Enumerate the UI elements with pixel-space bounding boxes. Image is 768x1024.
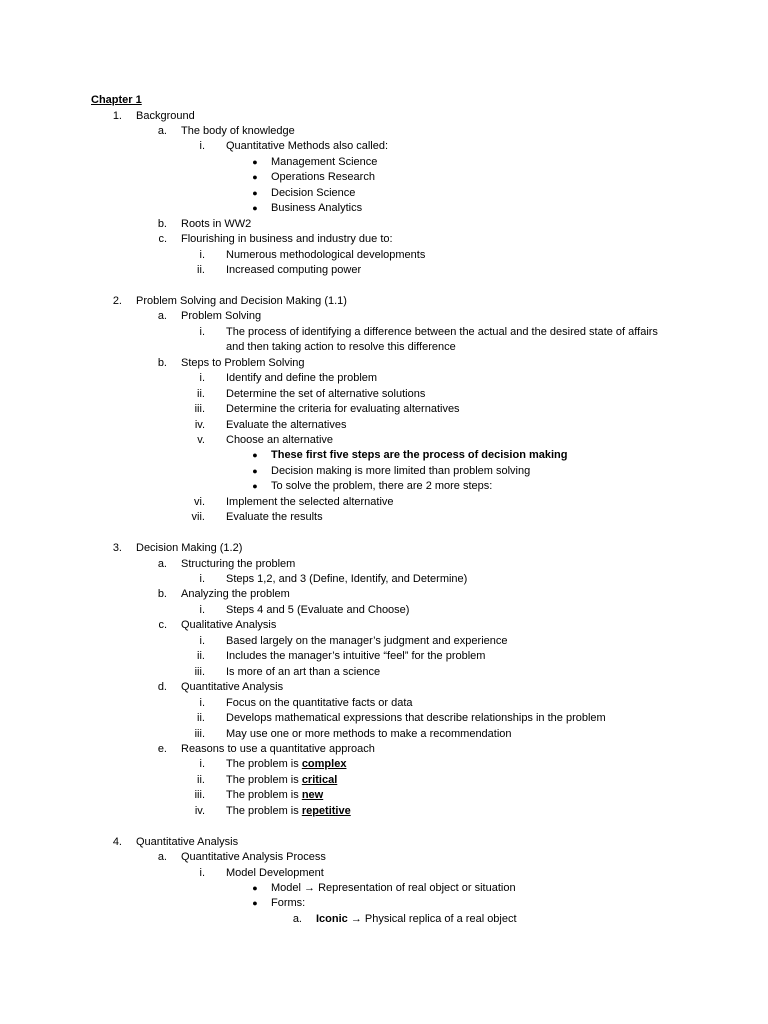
list-marker: i. (199, 603, 205, 616)
list-marker: 3. (112, 542, 122, 555)
list-marker: a. (292, 912, 302, 925)
text-segment: Steps to Problem Solving (181, 356, 305, 369)
list-marker: c. (158, 619, 167, 632)
bullet-marker: ● (252, 481, 258, 492)
text-segment: Increased computing power (226, 264, 362, 276)
outline-item-text (226, 711, 606, 725)
emphasis-text: complex (301, 758, 347, 771)
emphasis-text: new (301, 789, 324, 802)
outline-item-text (226, 649, 485, 663)
text-segment: Roots in WW2 (181, 217, 252, 230)
outline-item-text (271, 881, 516, 895)
outline-item-text (226, 248, 425, 262)
text-segment: Analyzing the problem (181, 588, 290, 601)
text-segment: and then taking action to resolve this difference (226, 341, 456, 354)
outline-item-text (181, 356, 305, 370)
outline-item-text (181, 680, 283, 694)
text-segment: The body of knowledge (181, 124, 295, 137)
outline-item-text (226, 433, 333, 447)
text-segment: Qualitative Analysis (181, 619, 277, 632)
outline-item-text (226, 418, 346, 432)
outline-item-text (181, 309, 261, 323)
list-marker: i. (199, 140, 205, 153)
list-marker: b. (157, 588, 167, 601)
list-marker: i. (199, 696, 205, 709)
outline-item-text (226, 696, 413, 710)
text-segment: Evaluate the alternatives (226, 418, 347, 431)
list-marker: c. (158, 233, 167, 246)
outline-item-text (136, 109, 195, 123)
list-marker: i. (199, 325, 205, 338)
outline-item-text (226, 510, 323, 524)
list-marker: ii. (197, 773, 205, 786)
bullet-marker: ● (252, 898, 258, 909)
outline-item-text (181, 124, 295, 138)
outline-item-text (271, 170, 375, 184)
outline-item-text (226, 402, 460, 416)
list-marker: i. (199, 248, 205, 261)
outline-item-text (316, 912, 517, 926)
text-segment: Quantitative Analysis (181, 681, 284, 694)
outline-item-text (271, 186, 355, 200)
text-segment: Management Science (271, 155, 378, 168)
text-segment: Background (136, 109, 195, 122)
outline-item-text (271, 479, 492, 493)
outline-item-text (226, 773, 337, 787)
text-segment: Based largely on the manager’s judgment and experience (226, 634, 508, 647)
text-segment: The problem is (226, 758, 302, 771)
outline-item-text (181, 587, 290, 601)
list-marker: 2. (112, 294, 122, 307)
list-marker: ii. (197, 650, 205, 663)
text-segment: Implement the selected alternative (226, 495, 394, 508)
list-marker: vii. (191, 511, 205, 524)
outline-item-text (226, 340, 456, 354)
list-marker: 1. (112, 109, 122, 122)
text-segment: Problem Solving (181, 310, 262, 323)
outline-item-text (136, 294, 347, 308)
text-segment: Decision Science (271, 186, 356, 199)
text-segment: Is more of an art than a science (226, 665, 381, 678)
text-segment: Model Development (226, 866, 324, 879)
outline-item-text (226, 495, 394, 509)
list-marker: iii. (194, 789, 205, 802)
outline-item-text (226, 263, 361, 277)
outline-item-text (181, 557, 295, 571)
chapter-title: Chapter 1 (91, 94, 142, 106)
bullet-marker: ● (252, 172, 258, 183)
text-segment: Flourishing in business and industry due to: (181, 233, 393, 246)
bold-text: These first five steps are the process of decision making (271, 449, 568, 462)
outline-item-text (226, 757, 346, 771)
text-segment: Determine the set of alternative solutions (226, 387, 426, 400)
outline-item-text (226, 804, 351, 818)
outline-item-text (226, 788, 323, 802)
list-marker: i. (199, 372, 205, 385)
list-marker: a. (157, 851, 167, 864)
outline-item-text (226, 727, 512, 741)
outline-item-text (226, 665, 380, 679)
text-segment: Determine the criteria for evaluating alternatives (226, 403, 460, 416)
outline-item-text (181, 217, 251, 231)
outline-item-text (226, 572, 467, 586)
list-marker: i. (199, 634, 205, 647)
text-segment: The problem is (226, 773, 302, 786)
text-segment: Identify and define the problem (226, 372, 378, 385)
list-marker: a. (157, 124, 167, 137)
list-marker: a. (157, 557, 167, 570)
bullet-marker: ● (252, 187, 258, 198)
list-marker: iii. (194, 727, 205, 740)
text-segment: Evaluate the results (226, 511, 323, 524)
list-marker: ii. (197, 712, 205, 725)
outline-item-text (136, 835, 238, 849)
text-segment: Problem Solving and Decision Making (1.1) (136, 294, 347, 307)
bullet-marker: ● (252, 465, 258, 476)
text-segment: Develops mathematical expressions that describe relationships in the problem (226, 712, 606, 725)
list-marker: b. (157, 217, 167, 230)
outline-item-text (226, 866, 324, 880)
bullet-marker: ● (252, 203, 258, 214)
text-segment: Forms: (271, 897, 306, 910)
outline-item-text (181, 232, 393, 246)
outline-item-text (226, 325, 658, 339)
list-marker: iv. (194, 418, 205, 431)
text-segment: Quantitative Analysis Process (181, 851, 326, 864)
list-marker: d. (157, 681, 167, 694)
list-marker: i. (199, 758, 205, 771)
text-segment: The process of identifying a difference between the actual and the desired state of affairs (226, 325, 658, 338)
text-segment: Quantitative Analysis (136, 835, 239, 848)
outline-item-text (226, 387, 425, 401)
outline-item-text (271, 201, 362, 215)
list-marker: iii. (194, 665, 205, 678)
outline-item-text (271, 464, 530, 478)
bold-text: Iconic (316, 912, 348, 925)
text-segment: Steps 1,2, and 3 (Define, Identify, and Determine) (226, 573, 468, 585)
list-marker: ii. (197, 387, 205, 400)
text-segment: Steps 4 and 5 (Evaluate and Choose) (226, 603, 410, 616)
outline-item-text (181, 618, 276, 632)
text-segment: Structuring the problem (181, 557, 296, 570)
outline-item-text (226, 603, 409, 617)
list-marker: v. (197, 433, 205, 446)
text-segment: Model → Representation of real object or situation (271, 882, 516, 894)
list-marker: e. (157, 742, 167, 755)
text-segment: To solve the problem, there are 2 more steps: (271, 480, 493, 493)
list-marker: vi. (194, 495, 205, 508)
text-segment: Includes the manager’s intuitive “feel” for the problem (226, 650, 486, 663)
list-marker: b. (157, 356, 167, 369)
emphasis-text: repetitive (301, 804, 351, 817)
bullet-marker: ● (252, 883, 258, 893)
text-segment: Business Analytics (271, 202, 363, 215)
text-segment: Reasons to use a quantitative approach (181, 742, 375, 755)
list-marker: 4. (112, 835, 122, 848)
text-segment: The problem is (226, 804, 302, 817)
outline-item-text (226, 634, 508, 648)
text-segment: Decision Making (1.2) (136, 542, 243, 555)
text-segment: → Physical replica of a real object (347, 912, 517, 925)
text-segment: Choose an alternative (226, 433, 334, 446)
outline-item-text (136, 541, 242, 555)
list-marker: a. (157, 310, 167, 323)
list-marker: i. (199, 866, 205, 879)
list-marker: i. (199, 573, 205, 585)
text-segment: The problem is (226, 789, 302, 802)
bullet-marker: ● (252, 156, 258, 167)
text-segment: Focus on the quantitative facts or data (226, 696, 413, 709)
text-segment: Operations Research (271, 171, 375, 184)
emphasis-text: critical (301, 773, 338, 786)
outline-item-text (271, 155, 377, 169)
outline-item-text (271, 448, 568, 462)
bullet-marker: ● (252, 450, 258, 461)
outline-item-text (226, 371, 377, 385)
outline-item-text (271, 896, 305, 910)
outline-item-text (181, 850, 326, 864)
list-marker: iv. (194, 804, 205, 817)
outline-item-text (226, 139, 388, 153)
text-segment: Quantitative Methods also called: (226, 140, 389, 153)
list-marker: ii. (197, 264, 205, 276)
text-segment: May use one or more methods to make a recommendation (226, 727, 512, 740)
text-segment: Numerous methodological developments (226, 248, 426, 261)
text-segment: Decision making is more limited than problem solving (271, 464, 531, 477)
outline-item-text (181, 742, 375, 756)
list-marker: iii. (194, 403, 205, 416)
